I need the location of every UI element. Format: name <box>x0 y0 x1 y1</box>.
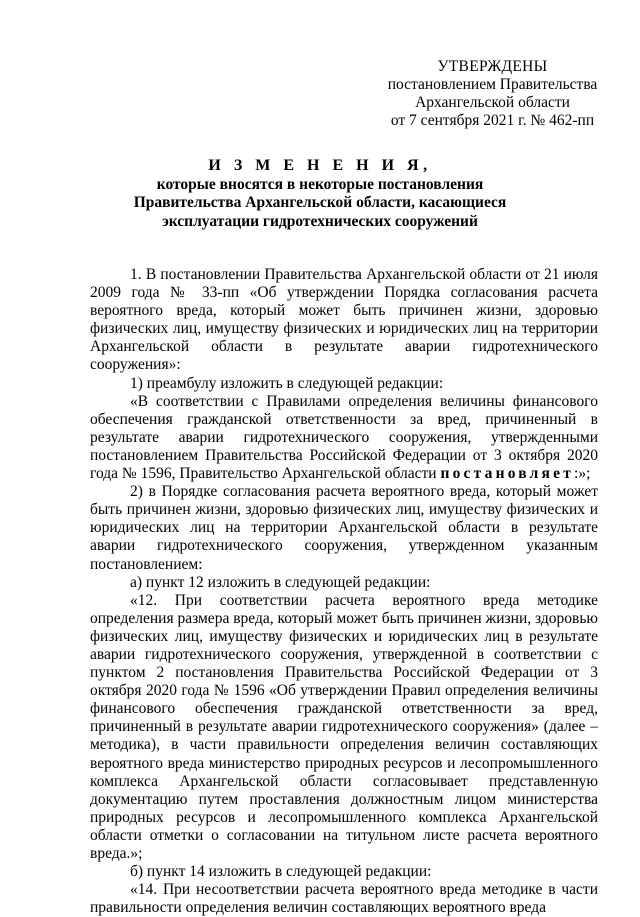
heading-title: И З М Е Н Е Н И Я, <box>208 157 432 174</box>
document-heading <box>90 157 550 231</box>
paragraph-5: а) пункт 12 изложить в следующей редакции: <box>130 573 431 591</box>
approval-line-2: Архангельской области <box>415 94 570 111</box>
paragraph-3-start: «В соответствии с Правилами определения величины финансового обеспечения гражданской ответственности за вред, причиненный в результате аварии гидротехнического сооружения, утвержденными постановлением Правительства Российской Федерации от 3 октября 2020 года № 1596, Правительство Архангельской области <box>90 392 598 483</box>
paragraph-6: «12. При соответствии расчета вероятного вреда методике определения размера вреда, который может быть причинен жизни, здоровью физических лиц, имуществу физических и юридических лиц в результате аварии гидротехнического сооружения, утвержденной в соответствии с пунктом 2 постановления Правительства Российской Федерации от 3 октября 2020 года № 1596 «Об утверждении Правил определения величины финансового обеспечения гражданской ответственности за вред, причиненный в результате аварии гидротехнического сооружения» (далее – методика), в части правильности определения величин составляющих вероятного вреда министерство природных ресурсов и лесопромышленного комплекса Архангельской области согласовывает представленную документацию путем проставления должностным лицом министерства природных ресурсов и лесопромышленного комплекса Архангельской области отметки о согласовании на титульном листе расчета вероятного вреда.»; <box>90 591 598 862</box>
approval-line-1: постановлением Правительства <box>387 76 598 93</box>
paragraph-3 <box>90 393 598 483</box>
approval-line-3: от 7 сентября 2021 г. № 462-пп <box>390 112 595 129</box>
approval-title: УТВЕРЖДЕНЫ <box>437 58 548 75</box>
approval-stamp <box>380 58 605 130</box>
document-body <box>90 266 598 917</box>
paragraph-7: б) пункт 14 изложить в следующей редакции: <box>130 863 432 881</box>
paragraph-3-end: :»; <box>574 465 591 483</box>
paragraph-2: 1) преамбулу изложить в следующей редакции: <box>130 374 444 392</box>
paragraph-4: 2) в Порядке согласования расчета вероятного вреда, который может быть причинен жизни, здоровью физических лиц, имуществу физических и юридических лиц на территории Архангельской области в результате аварии гидротехнического сооружения, утвержденном указанным постановлением: <box>90 483 598 573</box>
heading-line-2: Правительства Архангельской области, касающиеся <box>133 194 507 211</box>
paragraph-8: «14. При несоответствии расчета вероятного вреда методике в части правильности определения величин составляющих вероятного вреда <box>90 881 598 917</box>
paragraph-1: 1. В постановлении Правительства Архангельской области от 21 июля 2009 года № 33-пп «Об утверждении Порядка согласования расчета вероятного вреда, который может быть причинен жизни, здоровью физических лиц, имуществу физических и юридических лиц на территории Архангельской области в результате аварии гидротехнического сооружения»: <box>90 266 598 374</box>
postanovlyaet-word: постановляет <box>440 465 575 483</box>
heading-line-1: которые вносятся в некоторые постановления <box>156 175 484 193</box>
heading-line-3: эксплуатации гидротехнических сооружений <box>162 212 478 230</box>
